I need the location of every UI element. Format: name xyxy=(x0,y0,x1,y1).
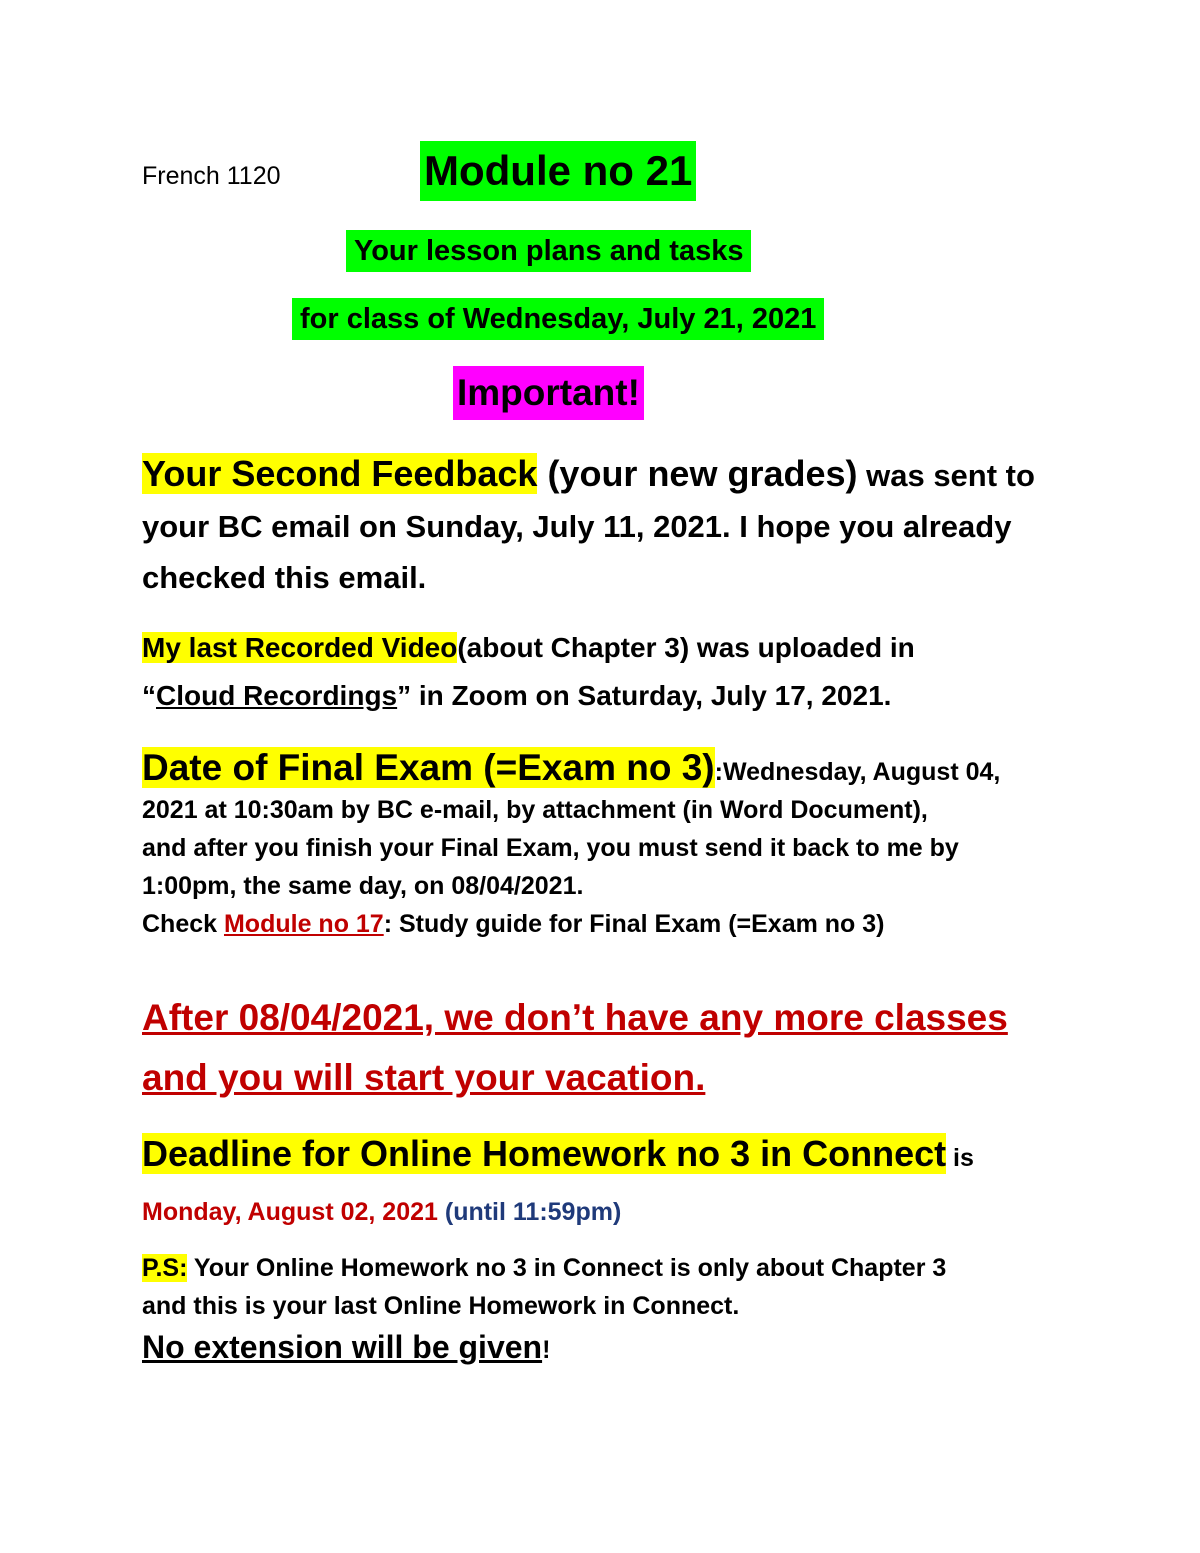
video-text-1: (about Chapter 3) was uploaded in xyxy=(457,632,915,663)
module-title: Module no 21 xyxy=(420,141,696,201)
vacation-notice xyxy=(142,988,1072,1108)
ps-line-2: and this is your last Online Homework in Connect. xyxy=(142,1292,740,1320)
vacation-line-1: After 08/04/2021, we don’t have any more classes xyxy=(142,997,1008,1038)
exam-line-4: 1:00pm, the same day, on 08/04/2021. xyxy=(142,872,584,900)
exam-line-3: and after you finish your Final Exam, you must send it back to me by xyxy=(142,834,959,862)
feedback-text-3: checked this email. xyxy=(142,560,427,595)
video-text-2: ” in Zoom on Saturday, July 17, 2021. xyxy=(397,680,892,711)
deadline-paragraph xyxy=(142,1127,1072,1239)
feedback-text-1: was sent to xyxy=(857,458,1035,493)
ps-line-1: Your Online Homework no 3 in Connect is only about Chapter 3 xyxy=(187,1254,947,1282)
important-label: Important! xyxy=(453,366,644,420)
video-quote-open: “ xyxy=(142,680,156,711)
class-date-heading: for class of Wednesday, July 21, 2021 xyxy=(292,298,824,340)
no-extension-notice: No extension will be given xyxy=(142,1329,543,1365)
deadline-date: Monday, August 02, 2021 xyxy=(142,1198,438,1226)
exam-line-1: :Wednesday, August 04, xyxy=(714,758,1001,786)
exam-line-2: 2021 at 10:30am by BC e-mail, by attachment (in Word Document), xyxy=(142,796,928,824)
exam-paragraph xyxy=(142,746,1072,943)
module-17-link[interactable]: Module no 17 xyxy=(223,910,384,938)
deadline-title: Deadline for Online Homework no 3 in Connect xyxy=(142,1133,947,1174)
feedback-paren: (your new grades) xyxy=(537,453,858,494)
vacation-line-2: and you will start your vacation. xyxy=(142,1057,706,1098)
feedback-title: Your Second Feedback xyxy=(142,453,538,494)
cloud-recordings-link[interactable]: Cloud Recordings xyxy=(156,680,398,711)
check-prefix: Check xyxy=(142,910,224,938)
deadline-time: (until 11:59pm) xyxy=(437,1198,622,1226)
ps-label: P.S: xyxy=(142,1254,188,1282)
exam-title: Date of Final Exam (=Exam no 3) xyxy=(142,747,715,788)
check-suffix: : Study guide for Final Exam (=Exam no 3) xyxy=(383,910,885,938)
video-paragraph xyxy=(142,624,1072,720)
video-title: My last Recorded Video xyxy=(142,632,458,663)
deadline-is: is xyxy=(946,1144,974,1172)
lesson-plans-heading: Your lesson plans and tasks xyxy=(346,230,751,272)
course-name: French 1120 xyxy=(142,162,281,190)
no-extension-bang: ! xyxy=(542,1336,551,1364)
feedback-text-2: your BC email on Sunday, July 11, 2021. I hope you already xyxy=(142,509,1012,544)
ps-paragraph xyxy=(142,1249,1072,1369)
feedback-paragraph xyxy=(142,448,1072,603)
